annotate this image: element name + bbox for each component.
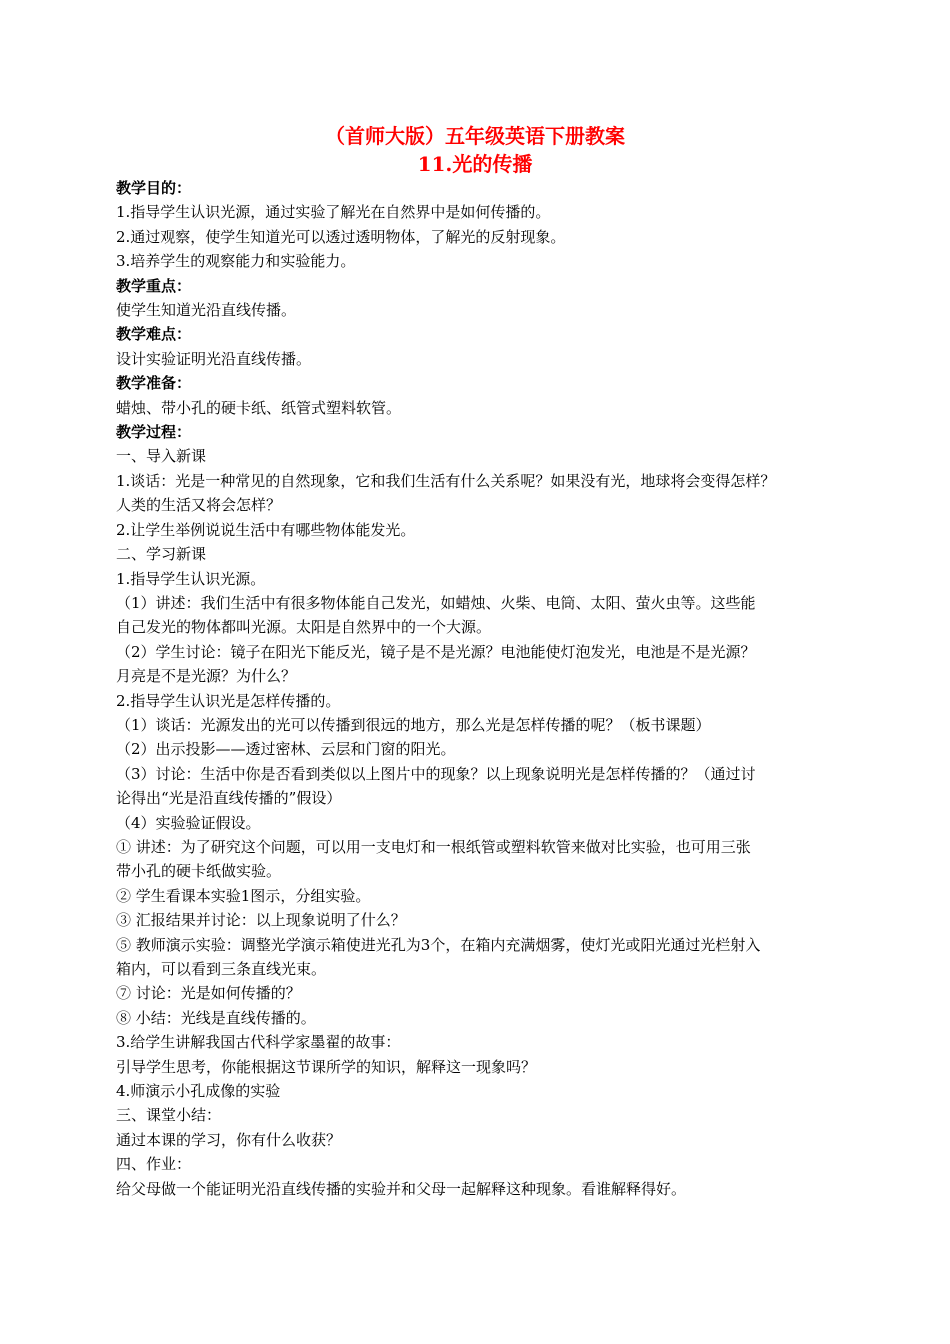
section-heading: 教学重点：	[116, 276, 192, 295]
body-line: 人类的生活又将会怎样？	[116, 496, 282, 515]
body-line: ⑦ 讨论：光是如何传播的？	[116, 984, 301, 1003]
body-line: （2）出示投影——透过密林、云层和门窗的阳光。	[116, 740, 456, 759]
body-line: （1）谈话：光源发出的光可以传播到很远的地方，那么光是怎样传播的呢？（板书课题）	[116, 715, 711, 734]
body-line: 使学生知道光沿直线传播。	[116, 301, 297, 320]
body-line: （3）讨论：生活中你是否看到类似以上图片中的现象？以上现象说明光是怎样传播的？（通过讨	[116, 764, 756, 783]
body-line: （1）讲述：我们生活中有很多物体能自己发光，如蜡烛、火柴、电筒、太阳、萤火虫等。这些能	[116, 593, 756, 612]
body-line: 2.通过观察，使学生知道光可以透过透明物体，了解光的反射现象。	[116, 227, 566, 246]
body-line: 三、课堂小结：	[116, 1106, 222, 1125]
body-line: 2.让学生举例说说生活中有哪些物体能发光。	[116, 520, 416, 539]
body-line: 3.给学生讲解我国古代科学家墨翟的故事：	[116, 1033, 401, 1052]
body-line: 1.谈话：光是一种常见的自然现象，它和我们生活有什么关系呢？如果没有光，地球将会变得怎样？	[116, 471, 776, 490]
body-line: （4）实验验证假设。	[116, 813, 261, 832]
body-line: ① 讲述：为了研究这个问题，可以用一支电灯和一根纸管或塑料软管来做对比实验，也可用三张	[116, 837, 751, 856]
document-body	[116, 176, 838, 1201]
body-line: 1.指导学生认识光源。	[116, 569, 266, 588]
body-line: 引导学生思考，你能根据这节课所学的知识，解释这一现象吗？	[116, 1057, 537, 1076]
body-line: 论得出“光是沿直线传播的”假设）	[116, 789, 342, 808]
body-line: 1.指导学生认识光源，通过实验了解光在自然界中是如何传播的。	[116, 203, 551, 222]
body-line: 给父母做一个能证明光沿直线传播的实验并和父母一起解释这种现象。看谁解释得好。	[116, 1179, 687, 1198]
section-heading: 教学准备：	[116, 374, 192, 393]
body-line: ⑧ 小结：光线是直线传播的。	[116, 1008, 316, 1027]
body-line: ③ 汇报结果并讨论：以上现象说明了什么？	[116, 911, 406, 930]
body-line: 月亮是不是光源？为什么？	[116, 667, 297, 686]
document-title: （首师大版）五年级英语下册教案	[325, 124, 625, 148]
body-line: 设计实验证明光沿直线传播。	[116, 349, 312, 368]
body-line: 蜡烛、带小孔的硬卡纸、纸管式塑料软管。	[116, 398, 402, 417]
body-line: 二、学习新课	[116, 545, 207, 564]
body-line: 通过本课的学习，你有什么收获？	[116, 1130, 342, 1149]
body-line: 自己发光的物体都叫光源。太阳是自然界中的一个大源。	[116, 618, 492, 637]
body-line: ⑤ 教师演示实验：调整光学演示箱使进光孔为3个，在箱内充满烟雾，使灯光或阳光通过光栏射入	[116, 935, 761, 954]
body-line: （2）学生讨论：镜子在阳光下能反光，镜子是不是光源？电池能使灯泡发光，电池是不是光源？	[116, 642, 756, 661]
section-heading: 教学目的：	[116, 179, 192, 197]
section-heading: 教学难点：	[116, 325, 192, 344]
body-line: 带小孔的硬卡纸做实验。	[116, 862, 282, 881]
body-line: 4.师演示小孔成像的实验	[116, 1082, 281, 1101]
body-line: 四、作业：	[116, 1155, 192, 1174]
title-block	[0, 122, 950, 178]
body-line: 2.指导学生认识光是怎样传播的。	[116, 691, 341, 710]
body-line: 一、导入新课	[116, 447, 207, 466]
body-line: ② 学生看课本实验1图示，分组实验。	[116, 886, 371, 905]
body-line: 箱内，可以看到三条直线光束。	[116, 960, 327, 978]
body-line: 3.培养学生的观察能力和实验能力。	[116, 252, 356, 271]
section-heading: 教学过程：	[116, 423, 192, 442]
lesson-title: 11.光的传播	[417, 152, 533, 176]
